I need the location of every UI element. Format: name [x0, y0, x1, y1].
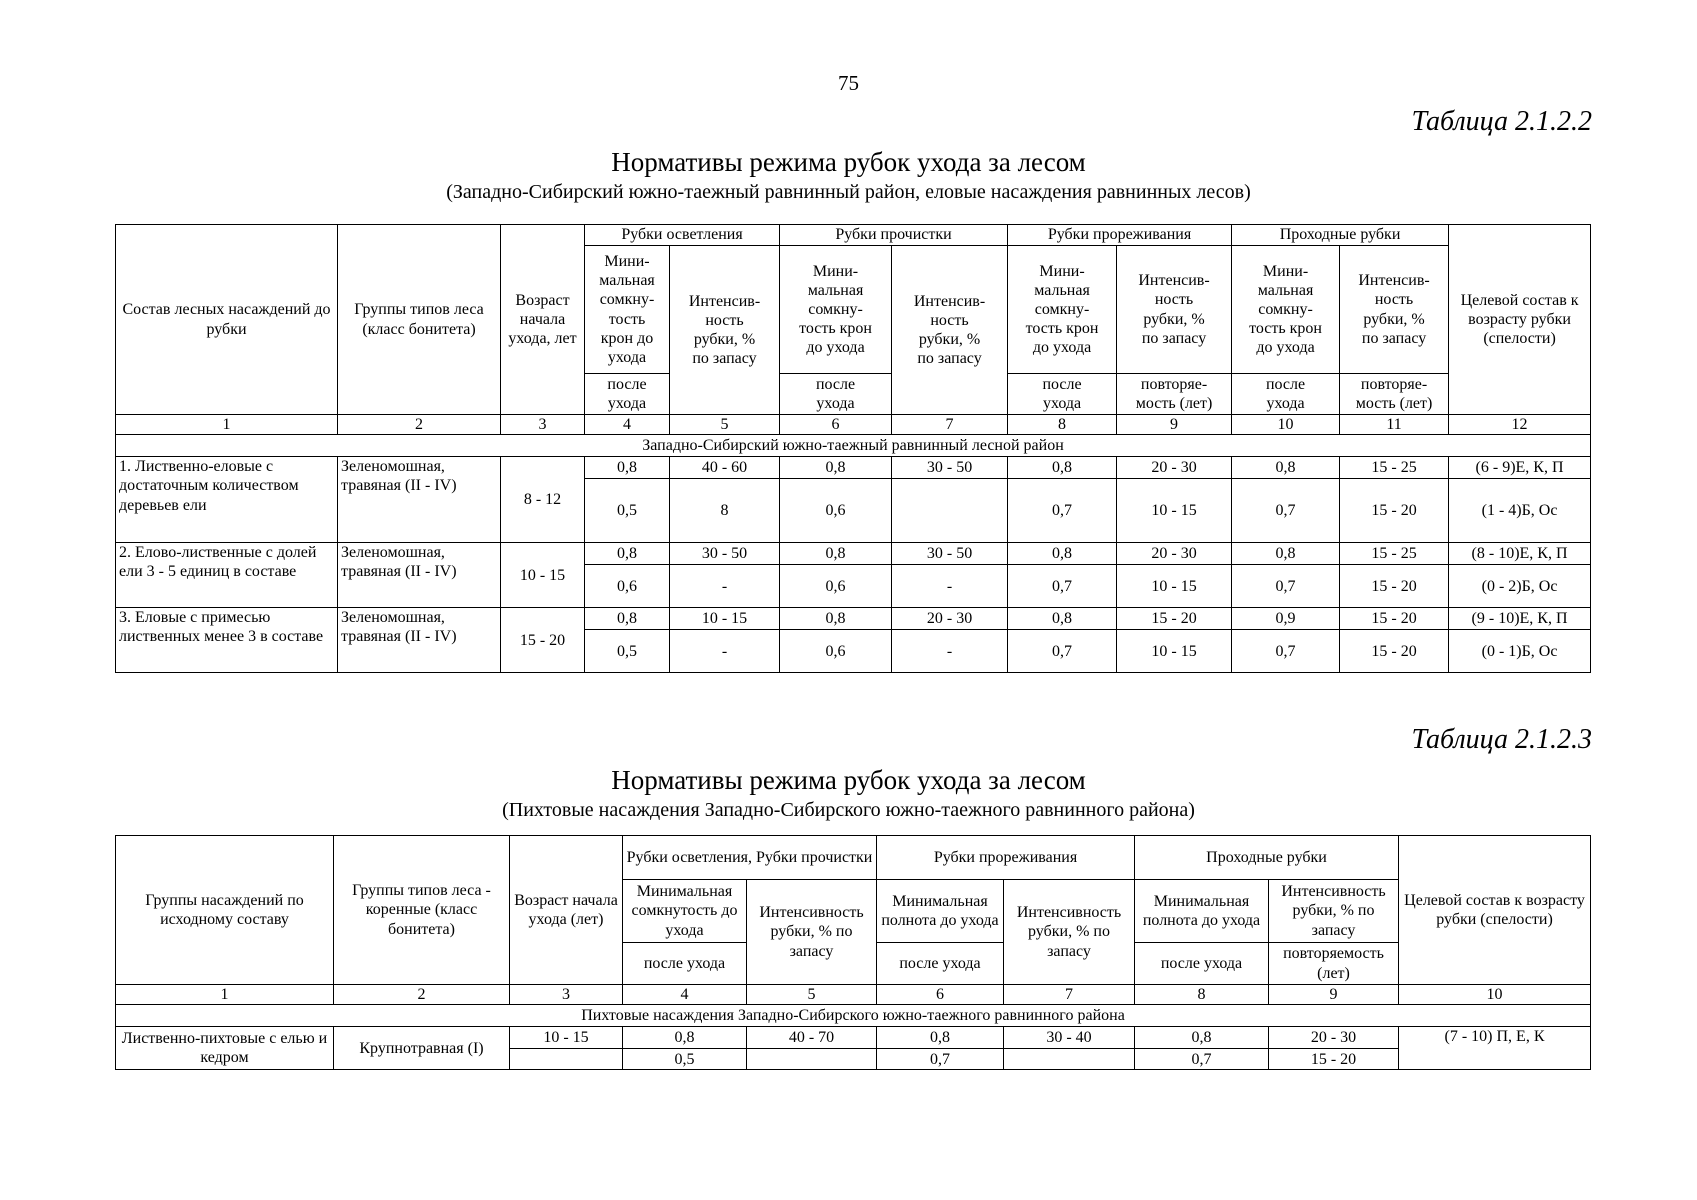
col-number: 1: [116, 985, 334, 1005]
cell: 20 - 30: [1269, 1027, 1399, 1049]
col-number: 10: [1399, 985, 1591, 1005]
col-number: 3: [501, 415, 585, 435]
t1-h-after-10: после ухода: [1232, 374, 1340, 415]
cell: 0,8: [877, 1027, 1004, 1049]
cell: -: [670, 565, 780, 608]
cell: [1004, 1049, 1135, 1070]
table1-label: Таблица 2.1.2.2: [1411, 106, 1592, 137]
t1-h-lighting: Рубки осветления: [585, 225, 780, 246]
cell: 15 - 20: [1269, 1049, 1399, 1070]
cell: 30 - 50: [670, 543, 780, 565]
cell: (1 - 4)Б, Ос: [1449, 479, 1591, 543]
cell: (0 - 2)Б, Ос: [1449, 565, 1591, 608]
cell: 30 - 40: [1004, 1027, 1135, 1049]
col-number: 4: [623, 985, 747, 1005]
t1-h-min-density-4: Мини- мальная сомкну- тость крон до ухода: [585, 246, 670, 374]
t1-h-thinning: Рубки прореживания: [1008, 225, 1232, 246]
t2-h-intensity-7: Интенсивность рубки, % по запасу: [1004, 880, 1135, 985]
col-number: 8: [1135, 985, 1269, 1005]
cell: 15 - 25: [1340, 457, 1449, 479]
cell: -: [892, 630, 1008, 673]
col-number: 1: [116, 415, 338, 435]
row-composition: 1. Лиственно-еловые с достаточным количеством деревьев ели: [116, 457, 338, 543]
col-number: 10: [1232, 415, 1340, 435]
t2-h-after-6: после ухода: [877, 943, 1004, 985]
col-number: 9: [1117, 415, 1232, 435]
t1-h-min-density-10: Мини- мальная сомкну- тость крон до ухода: [1232, 246, 1340, 374]
cell: 0,8: [623, 1027, 747, 1049]
cell: 15 - 20: [1340, 608, 1449, 630]
cell: 0,7: [1232, 479, 1340, 543]
cell: 20 - 30: [1117, 457, 1232, 479]
cell: 0,5: [585, 630, 670, 673]
row-age: 10 - 15: [501, 543, 585, 608]
row-composition: 2. Елово-лиственные с долей ели 3 - 5 единиц в составе: [116, 543, 338, 608]
t1-h-composition: Состав лесных насаждений до рубки: [116, 225, 338, 415]
cell: 0,7: [1008, 565, 1117, 608]
cell: [510, 1049, 623, 1070]
t1-h-min-density-8: Мини- мальная сомкну- тость крон до ухода: [1008, 246, 1117, 374]
t2-h-after-8: после ухода: [1135, 943, 1269, 985]
col-number: 4: [585, 415, 670, 435]
cell: 0,7: [1008, 479, 1117, 543]
row-age: 10 - 15: [510, 1027, 623, 1049]
t2-h-intensity-9: Интенсивность рубки, % по запасу: [1269, 880, 1399, 943]
t1-col-numbers: [116, 415, 1591, 435]
cell: 0,8: [585, 608, 670, 630]
t1-h-after-8: после ухода: [1008, 374, 1117, 415]
t1-h-repeat-9: повторяе- мость (лет): [1117, 374, 1232, 415]
row-target: (7 - 10) П, Е, К: [1399, 1027, 1591, 1070]
cell: 0,8: [1232, 543, 1340, 565]
cell: 0,6: [585, 565, 670, 608]
cell: (9 - 10)Е, К, П: [1449, 608, 1591, 630]
t1-h-after-6: после ухода: [780, 374, 892, 415]
table1: [115, 224, 1591, 673]
cell: 0,8: [1008, 543, 1117, 565]
cell: 0,8: [1135, 1027, 1269, 1049]
t2-h-thinning: Рубки прореживания: [877, 836, 1135, 880]
t1-h-start-age: Возраст начала ухода, лет: [501, 225, 585, 415]
col-number: 9: [1269, 985, 1399, 1005]
col-number: 5: [747, 985, 877, 1005]
cell: 0,9: [1232, 608, 1340, 630]
cell: 15 - 20: [1340, 630, 1449, 673]
col-number: 7: [892, 415, 1008, 435]
cell: -: [892, 565, 1008, 608]
t1-h-forest-types: Группы типов леса (класс бонитета): [338, 225, 501, 415]
col-number: 5: [670, 415, 780, 435]
t2-h-passing: Проходные рубки: [1135, 836, 1399, 880]
row-forest-type: Крупнотравная (I): [334, 1027, 510, 1070]
t1-h-intensity-7: Интенсив- ность рубки, % по запасу: [892, 246, 1008, 415]
table-row: [116, 1027, 1591, 1049]
cell: (0 - 1)Б, Ос: [1449, 630, 1591, 673]
cell: 10 - 15: [670, 608, 780, 630]
row-forest-type: Зеленомошная, травяная (II - IV): [338, 457, 501, 543]
cell: -: [670, 630, 780, 673]
col-number: 3: [510, 985, 623, 1005]
cell: (6 - 9)Е, К, П: [1449, 457, 1591, 479]
t2-h-groups: Группы насаждений по исходному составу: [116, 836, 334, 985]
t2-h-min-fullness-6: Минимальная полнота до ухода: [877, 880, 1004, 943]
cell: 30 - 50: [892, 457, 1008, 479]
cell: 0,7: [1008, 630, 1117, 673]
row-age: 8 - 12: [501, 457, 585, 543]
cell: 0,8: [1008, 457, 1117, 479]
cell: 0,7: [1232, 565, 1340, 608]
cell: 0,6: [780, 479, 892, 543]
t1-h-target: Целевой состав к возрасту рубки (спелости): [1449, 225, 1591, 415]
cell: 0,8: [585, 543, 670, 565]
row-forest-type: Зеленомошная, травяная (II - IV): [338, 543, 501, 608]
table1-subtitle: (Западно-Сибирский южно-таежный равнинный район, еловые насаждения равнинных лесов): [446, 181, 1251, 203]
cell: 0,6: [780, 565, 892, 608]
table-row: [116, 608, 1591, 630]
col-number: 2: [334, 985, 510, 1005]
cell: 30 - 50: [892, 543, 1008, 565]
cell: 0,7: [1232, 630, 1340, 673]
table1-title: Нормативы режима рубок ухода за лесом: [611, 147, 1086, 177]
cell: 0,5: [623, 1049, 747, 1070]
cell: [747, 1049, 877, 1070]
col-number: 2: [338, 415, 501, 435]
cell: 20 - 30: [1117, 543, 1232, 565]
t2-h-target: Целевой состав к возрасту рубки (спелости): [1399, 836, 1591, 985]
cell: 0,8: [780, 457, 892, 479]
cell: 10 - 15: [1117, 479, 1232, 543]
t2-h-lighting-cleaning: Рубки осветления, Рубки прочистки: [623, 836, 877, 880]
t1-region-row: Западно-Сибирский южно-таежный равнинный лесной район: [116, 435, 1591, 457]
col-number: 6: [877, 985, 1004, 1005]
cell: 15 - 25: [1340, 543, 1449, 565]
cell: 40 - 60: [670, 457, 780, 479]
cell: 8: [670, 479, 780, 543]
cell: [892, 479, 1008, 543]
row-forest-type: Зеленомошная, травяная (II - IV): [338, 608, 501, 673]
t1-h-repeat-11: повторяе- мость (лет): [1340, 374, 1449, 415]
t2-h-min-fullness-8: Минимальная полнота до ухода: [1135, 880, 1269, 943]
t2-col-numbers: [116, 985, 1591, 1005]
page-number: 75: [838, 71, 859, 95]
cell: 20 - 30: [892, 608, 1008, 630]
t1-h-passing: Проходные рубки: [1232, 225, 1449, 246]
table-row: [116, 543, 1591, 565]
t2-h-after-4: после ухода: [623, 943, 747, 985]
t2-h-start-age: Возраст начала ухода (лет): [510, 836, 623, 985]
cell: 15 - 20: [1340, 565, 1449, 608]
t1-h-intensity-11: Интенсив- ность рубки, % по запасу: [1340, 246, 1449, 374]
t1-h-cleaning: Рубки прочистки: [780, 225, 1008, 246]
cell: 0,7: [1135, 1049, 1269, 1070]
row-group: Лиственно-пихтовые с елью и кедром: [116, 1027, 334, 1070]
table2-label: Таблица 2.1.2.3: [1411, 724, 1592, 755]
row-composition: 3. Еловые с примесью лиственных менее 3 в составе: [116, 608, 338, 673]
t2-h-intensity-5: Интенсивность рубки, % по запасу: [747, 880, 877, 985]
table-row: [116, 457, 1591, 479]
t2-region-row: Пихтовые насаждения Западно-Сибирского южно-таежного равнинного района: [116, 1005, 1591, 1027]
cell: 0,6: [780, 630, 892, 673]
cell: 0,7: [877, 1049, 1004, 1070]
table2-title: Нормативы режима рубок ухода за лесом: [611, 765, 1086, 795]
table2-subtitle: (Пихтовые насаждения Западно-Сибирского южно-таежного равнинного района): [502, 799, 1195, 821]
cell: 0,5: [585, 479, 670, 543]
table2: [115, 835, 1591, 1070]
row-age: 15 - 20: [501, 608, 585, 673]
t2-h-min-density: Минимальная сомкнутость до ухода: [623, 880, 747, 943]
t1-h-after-4: после ухода: [585, 374, 670, 415]
t1-h-intensity-9: Интенсив- ность рубки, % по запасу: [1117, 246, 1232, 374]
cell: (8 - 10)Е, К, П: [1449, 543, 1591, 565]
cell: 0,8: [780, 608, 892, 630]
t1-h-intensity-5: Интенсив- ность рубки, % по запасу: [670, 246, 780, 415]
col-number: 7: [1004, 985, 1135, 1005]
cell: 15 - 20: [1340, 479, 1449, 543]
cell: 10 - 15: [1117, 565, 1232, 608]
col-number: 6: [780, 415, 892, 435]
cell: 0,8: [1232, 457, 1340, 479]
col-number: 12: [1449, 415, 1591, 435]
cell: 10 - 15: [1117, 630, 1232, 673]
t2-h-repeat-9: повторяемость (лет): [1269, 943, 1399, 985]
cell: 0,8: [780, 543, 892, 565]
cell: 15 - 20: [1117, 608, 1232, 630]
cell: 40 - 70: [747, 1027, 877, 1049]
col-number: 8: [1008, 415, 1117, 435]
cell: 0,8: [1008, 608, 1117, 630]
cell: 0,8: [585, 457, 670, 479]
t1-h-min-density-6: Мини- мальная сомкну- тость крон до ухода: [780, 246, 892, 374]
col-number: 11: [1340, 415, 1449, 435]
t2-h-forest-types: Группы типов леса - коренные (класс бонитета): [334, 836, 510, 985]
